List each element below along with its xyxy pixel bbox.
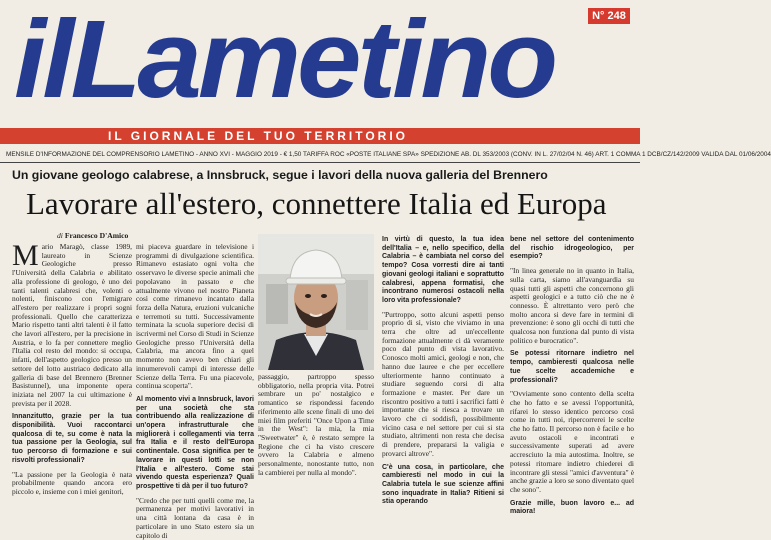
interview-answer: "In linea generale no in quanto in Italia, sulla carta, siamo all'avanguardia su quasi tutti gli aspetti che concernono gli aspetti geologici e a tutto ciò che ne è connesso. È altrettanto vero però che molto ancora si deve fare in termini di prevenzione: è sono gli occhi di tutti che qualcosa non funziona dal punto di vista politico e burocratico". <box>510 266 634 345</box>
column-3-paragraph: passaggio, partroppo spesso obbligatorio, nella propria vita. Potrei sembrare un po' nostalgico e romantico se rispondessi facendo riferimento alle scene finali di uno dei miei film preferiti "Once Upon a Time in the West": la mia, la mia "Sweetwater" è, è restato sempre la Regione che ci ha visto crescere ovvero la Calabria e almeno personalmente, nonostante tutto, non la cambierei per nulla al mondo". <box>258 372 374 477</box>
article-column-2 <box>136 242 254 540</box>
interview-question: C'è una cosa, in particolare, che cambieresti nel modo in cui la Calabria tutela le sue scienze affini sono inquadrate in Italia? Ritieni si stia operando <box>382 463 504 506</box>
man-in-hard-hat-image <box>258 234 374 370</box>
article-byline <box>57 231 257 241</box>
divider <box>0 162 640 163</box>
byline-author: Francesco D'Amico <box>64 231 129 240</box>
article-kicker: Un giovane geologo calabrese, a Innsbruck, segue i lavori della nuova galleria del Brennero <box>12 168 548 182</box>
interview-answer: "Purtroppo, sotto alcuni aspetti penso proprio di sì, visto che viviamo in una terra che oltre ad un'eccellente formazione attualmente ci dà veramente poco dal punto di vista lavorativo. Conosco molti amici, geologi e non, che hanno due lauree e che per eccellere ulteriormente hanno continuato a studiare seguendo corsi di alta formazione e master. Per dare un riscontro positivo a tutti i sacrifici fatti è importante che si riesca a trovare un lavoro che ci soddisfi, possibilmente vicino casa e nel settore per cui si sta studiato, altrimenti non resta che decisa di prendere, prepararsi la valigia e provarci altrove". <box>382 309 504 458</box>
issue-number-badge: N° 248 <box>588 8 630 24</box>
tagline-bar: IL GIORNALE DEL TUO TERRITORIO <box>0 128 640 144</box>
interview-question: Al momento vivi a Innsbruck, lavori per una società che sta contribuendo alla realizzazione di un'opera infrastrutturale che migliorerà i collegamenti via terra fra Italia e il resto dell'Europa continentale. Cosa significa per te lavorare in questi lotti se non l'Italia e all'estero. Come stai vivendo questa esperienza? Quali prospettive ti dà per il tuo futuro? <box>136 395 254 490</box>
interview-question: In virtù di questo, la tua idea dell'Italia – e, nello specifico, della Calabria – è cambiata nel corso del tempo? Cosa vorresti dire ai tanti giovani geologi italiani e soprattutto calabresi, appena formatisi, che incontrano numerosi ostacoli nella loro vita professionale? <box>382 236 504 304</box>
article-column-4 <box>382 236 504 506</box>
article-column-5 <box>510 236 634 516</box>
portrait-photo <box>258 234 374 370</box>
column-2-paragraph: mi piaceva guardare in televisione i programmi di divulgazione scientifica. Rimanevo estasiato ogni volta che osservavo le diverse specie animali che popolavano in passato e che attualmente vivono nel nostro Pianeta così come rimanevo incantato dalla forza della Natura, eruzioni vulcaniche e terremoti su tutti. Successivamente terminata la scuola superiore decisi di iscrivermi nel Corso di Studi in Scienze Geologiche presso l'Università della Calabria, ma ancora fino a quel momento non avevo ben chiari gli innumerevoli campi di interesse delle Scienze della Terra. Fu una piacevole, continua scoperta". <box>136 242 254 391</box>
column-1-paragraph: ario Maragò, classe 1989, laureato in Scienze Geologiche presso l'Università della Calabria e abilitato alla professione di geologo, è uno dei tanti talenti calabresi che, volenti o nolenti, finiscono con l'emigrare all'estero per realizzare i propri sogni professionali. Quello che caratterizza Mario rispetto tanti altri talenti è il fatto che lavori all'estero, per la precisione in Austria, e lo fa per connettere meglio l'Italia col resto del mondo: si occupa, infatti, dell'aspetto geologico presso un settore del lotto austriaco dedicato alla galleria di base del Brennero (Brenner Basistunnel), una imponente opera iniziata nel 2007 la cui ultimazione è prevista per il 2028. <box>12 242 132 408</box>
publication-info: MENSILE D'INFORMAZIONE DEL COMPRENSORIO LAMETINO - ANNO XVI - MAGGIO 2019 - € 1,50 TARIFFA ROC «POSTE ITALIANE SPA» SPEDIZIONE AB. DL 353/2003 (CONV. IN L. 27/02/04 N. 46) ART. 1 COMMA 1 DCB/CZ/142/2009 VALIDA DAL 01/06/2004 <box>6 151 771 158</box>
interview-question: Se potessi ritornare indietro nel tempo, cambieresti qualcosa nelle tue scelte accademiche e professionali? <box>510 350 634 384</box>
interview-answer: "Ovviamente sono contento della scelta che ho fatto e se avessi l'opportunità, rifarei lo stesso identico percorso così come in tutti noi, ripercorrerei le scelte che ho fatto. Il percorso non è facile e ho avuto ostacoli e incontrati e successivamente superati ad avere accresciuto la mia autostima. Inoltre, se potessi ritornare indietro chiederei di incontrare gli stessi "amici d'avventura" è anche grazie a loro se sono diventato quel che sono". <box>510 389 634 494</box>
newspaper-logo: ilLametino <box>14 0 555 121</box>
interview-answer: "La passione per la Geologia è nata probabilmente quando ancora ero piccolo e, insieme con i miei genitori, <box>12 469 132 496</box>
interview-question: Innanzitutto, grazie per la tua disponibilità. Vuoi raccontarci qualcosa di te, su come è nata la tua passione per la Geologia, sul tuo percorso di formazione e sui risvolti professionali? <box>12 413 132 464</box>
interview-question: bene nel settore del contenimento del rischio idrogeologico, per esempio? <box>510 236 634 261</box>
interview-answer: "Credo che per tutti quelli come me, la permanenza per motivi lavorativi in una città lontana da casa è in particolare in uno Stato estero sia un capitolo di <box>136 495 254 540</box>
byline-prefix: di <box>57 231 63 240</box>
article-column-3 <box>258 373 374 477</box>
masthead <box>0 0 771 158</box>
article-column-1 <box>12 239 132 496</box>
closing-line: Grazie mille, buon lavoro e... ad maiora! <box>510 499 634 516</box>
article-headline: Lavorare all'estero, connettere Italia ed Europa <box>26 186 607 221</box>
drop-cap: M <box>12 239 39 272</box>
